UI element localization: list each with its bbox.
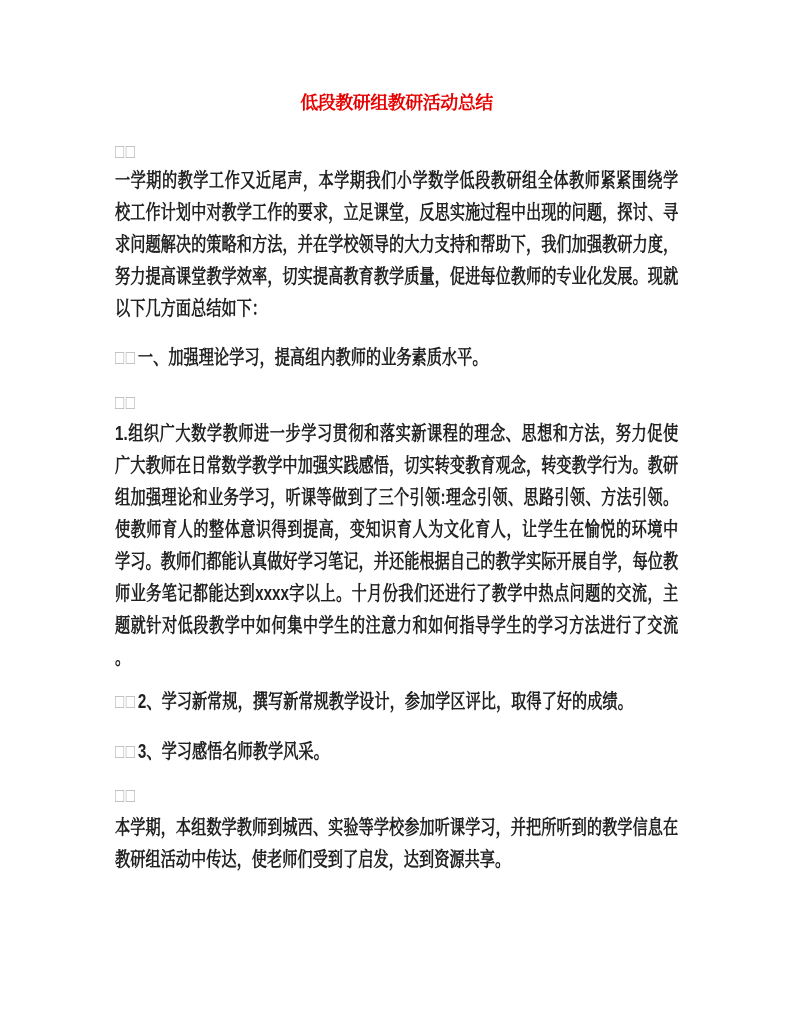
text-line: 组加强理论和业务学习，听课等做到了三个引领:理念引领、思路引领、方法引领。: [115, 487, 679, 509]
text-line: 本学期，本组数学教师到城西、实验等学校参加听课学习，并把所听到的教学信息在: [115, 817, 679, 839]
item3-text: 3、学习感悟名师教学风采。: [137, 741, 329, 763]
section-heading-1: [115, 342, 678, 374]
text-line: [115, 342, 678, 374]
missing-glyph-placeholder: [115, 136, 678, 168]
text-line: 以下几方面总结如下：: [115, 298, 267, 320]
placeholder-line: □□: [115, 785, 137, 807]
paragraph-point-2: [115, 686, 678, 718]
missing-glyph-placeholder: [115, 387, 678, 419]
text-line: 求问题解决的策略和方法，并在学校领导的大力支持和帮助下，我们加强教研力度，: [115, 234, 679, 256]
text-line: 使教师育人的整体意识得到提高，变知识育人为文化育人，让学生在愉悦的环境中: [115, 519, 679, 541]
text-line: 努力提高课堂教学效率，切实提高教育教学质量，促进每位教师的专业化发展。现就: [115, 266, 679, 288]
document-title: 低段教研组教研活动总结: [300, 93, 493, 113]
text-line: 。: [115, 647, 131, 669]
text-line: [115, 686, 678, 718]
text-line: 校工作计划中对教学工作的要求，立足课堂，反思实施过程中出现的问题，探讨、寻: [115, 202, 679, 224]
placeholder-line: □□: [115, 141, 137, 163]
paragraph-intro: [115, 165, 678, 325]
missing-glyph-placeholder: □□: [115, 741, 137, 763]
missing-glyph-placeholder: □□: [115, 347, 137, 369]
text-line: 学习。教师们都能认真做好学习笔记，并还能根据自己的教学实际开展自学，每位教: [115, 551, 679, 573]
text-line: 1.组织广大数学教师进一步学习贯彻和落实新课程的理念、思想和方法，努力促使: [115, 423, 679, 445]
text-line: 教研组活动中传达，使老师们受到了启发，达到资源共享。: [115, 849, 511, 871]
item2-text: 2、学习新常规，撰写新常规教学设计，参加学区评比，取得了好的成绩。: [137, 691, 633, 713]
text-line: 师业务笔记都能达到xxxx字以上。十月份我们还进行了教学中热点问题的交流，主: [115, 583, 679, 605]
text-line: 题就针对低段教学中如何集中学生的注意力和如何指导学生的学习方法进行了交流: [115, 615, 679, 637]
placeholder-line: □□: [115, 392, 137, 414]
paragraph-point-1: [115, 418, 678, 674]
text-line: 一学期的教学工作又近尾声，本学期我们小学数学低段教研组全体教师紧紧围绕学: [115, 170, 679, 192]
missing-glyph-placeholder: □□: [115, 691, 137, 713]
section-heading-text: 一、加强理论学习，提高组内教师的业务素质水平。: [137, 347, 488, 369]
text-line: 广大教师在日常数学教学中加强实践感悟，切实转变教育观念，转变教学行为。教研: [115, 455, 679, 477]
missing-glyph-placeholder: [115, 780, 678, 812]
paragraph-closing: [115, 812, 678, 876]
text-line: [115, 736, 678, 768]
paragraph-point-3: [115, 736, 678, 768]
